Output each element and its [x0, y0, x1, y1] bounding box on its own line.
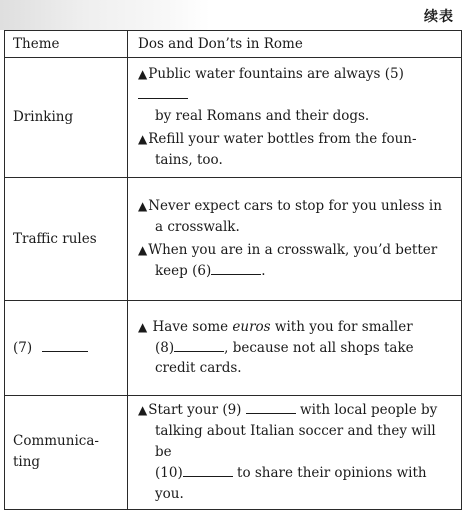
triangle-bullet-icon: ▲ — [138, 243, 148, 257]
answer-blank-6 — [211, 262, 261, 275]
triangle-bullet-icon: ▲ — [138, 199, 148, 214]
list-item: ▲Never expect cars to stop for you unless in a crosswalk. — [138, 198, 442, 236]
theme-cell: Drinking — [5, 58, 128, 178]
table-row — [5, 58, 462, 178]
theme-cell: Communica- ting — [5, 396, 128, 510]
answer-blank-10 — [183, 464, 233, 477]
table-header-row — [5, 31, 462, 58]
triangle-bullet-icon: ▲ — [138, 131, 148, 146]
header-dos-donts: Dos and Don’ts in Rome — [128, 31, 462, 58]
triangle-bullet-icon: ▲ — [138, 67, 148, 82]
triangle-bullet-icon: ▲ — [138, 319, 148, 334]
dos-cell — [128, 178, 462, 301]
triangle-bullet-icon: ▲ — [138, 403, 148, 417]
watermark — [0, 0, 210, 30]
header-theme: Theme — [5, 31, 128, 58]
list-item: ▲ Have some euros with you for smaller (8) , because not all shops take credit cards. — [138, 318, 414, 377]
dos-donts-table — [4, 30, 462, 510]
dos-cell — [128, 396, 462, 510]
theme-cell: Traffic rules — [5, 178, 128, 301]
theme-cell: (7) — [5, 301, 128, 396]
list-item: ▲Public water fountains are always (5) by real Romans and their dogs. — [138, 66, 404, 125]
answer-blank-9 — [246, 401, 296, 414]
list-item: ▲When you are in a crosswalk, you’d better keep (6) . — [138, 242, 438, 279]
list-item: ▲Start your (9) with local people by talking about Italian soccer and they will be (10) to share their opinions with you. — [138, 402, 438, 502]
table-row — [5, 396, 462, 510]
dos-cell — [128, 58, 462, 178]
dos-cell — [128, 301, 462, 396]
table-row — [5, 301, 462, 396]
list-item: ▲Refill your water bottles from the foun- tains, too. — [138, 130, 417, 168]
table-row — [5, 178, 462, 301]
answer-blank-7 — [42, 339, 88, 352]
answer-blank-5 — [138, 86, 188, 99]
continued-label: 续表 — [424, 9, 454, 25]
answer-blank-8 — [174, 339, 224, 352]
